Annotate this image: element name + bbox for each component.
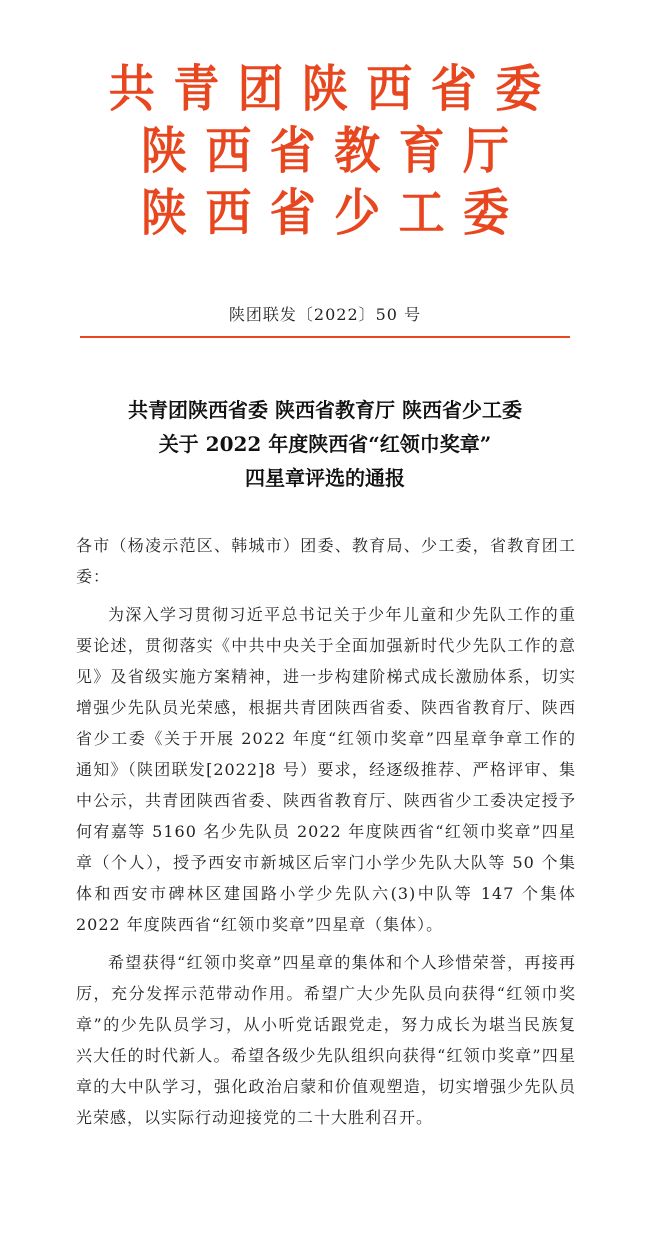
header-line-youth-league: 共青团陕西省委 — [108, 60, 560, 118]
title-line-1: 共青团陕西省委 陕西省教育厅 陕西省少工委 — [128, 398, 522, 422]
title-line-3: 四星章评选的通报 — [245, 466, 405, 490]
title-line-2: 关于 2022 年度陕西省“红领巾奖章” — [158, 432, 492, 456]
header-line-education-dept: 陕西省教育厅 — [141, 122, 528, 180]
issuing-authorities-header — [0, 58, 650, 244]
document-title — [0, 393, 650, 495]
body-paragraph-1: 为深入学习贯彻习近平总书记关于少年儿童和少先队工作的重要论述，贯彻落实《中共中央关于全面加强新时代少先队工作的意见》及省级实施方案精神，进一步构建阶梯式成长激励体系，切实增强少先队员光荣感，根据共青团陕西省委、陕西省教育厅、陕西省少工委《关于开展 2022 年度“红领巾奖章”四星章争章工作的通知》（陕团联发[2022]8 号）要求，经逐级推荐、严格评审、集中公示，共青团陕西省委、陕西省教育厅、陕西省少工委决定授予何宥嘉等 5160 名少先队员 2022 年度陕西省“红领巾奖章”四星章（个人），授予西安市新城区后宰门小学少先队大队等 50 个集体和西安市碑林区建国路小学少先队六(3)中队等 147 个集体 2022 年度陕西省“红领巾奖章”四星章（集体）。 — [76, 605, 576, 934]
salutation: 各市（杨凌示范区、韩城市）团委、教育局、少工委，省教育团工委： — [76, 536, 576, 586]
header-line-young-pioneers: 陕西省少工委 — [141, 184, 528, 242]
body-paragraph-2: 希望获得“红领巾奖章”四星章的集体和个人珍惜荣誉，再接再厉，充分发挥示范带动作用。希望广大少先队员向获得“红领巾奖章”的少先队员学习，从小听党话跟党走，努力成长为堪当民族复兴大任的时代新人。希望各级少先队组织向获得“红领巾奖章”四星章的大中队学习，强化政治启蒙和价值观塑造，切实增强少先队员光荣感，以实际行动迎接党的二十大胜利召开。 — [76, 953, 576, 1127]
red-separator-line — [80, 336, 570, 338]
document-body — [76, 530, 576, 1140]
document-number: 陕团联发〔2022〕50 号 — [228, 305, 422, 324]
